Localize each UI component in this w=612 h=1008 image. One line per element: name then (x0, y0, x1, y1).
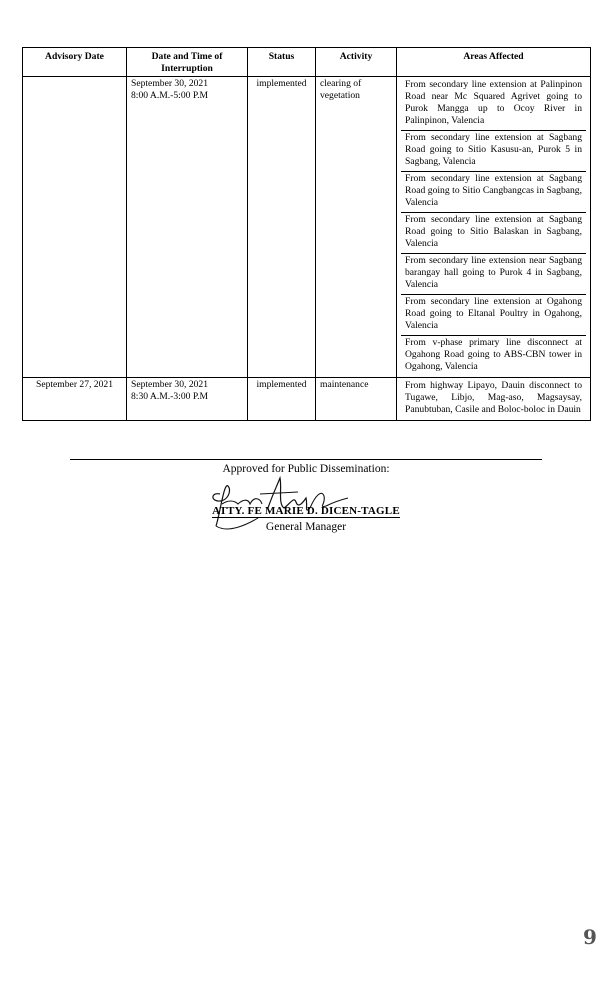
area-item: From secondary line extension at Sagbang Road going to Sitio Cangbangcas in Sagbang, Valencia (401, 171, 586, 212)
area-item: From secondary line extension at Ogahong Road going to Eltanal Poultry in Ogahong, Valencia (401, 294, 586, 335)
table-row (23, 378, 591, 421)
signatory-title: General Manager (265, 521, 347, 533)
status-cell: implemented (248, 378, 316, 421)
signatory-name-text: ATTY. FE MARIE D. DICEN-TAGLE (212, 505, 400, 517)
header-advisory-date: Advisory Date (23, 48, 127, 77)
activity-cell: maintenance (316, 378, 397, 421)
interruption-date: September 30, 2021 (131, 379, 209, 390)
status-cell: implemented (248, 77, 316, 378)
signature-divider (70, 459, 542, 460)
interruption-datetime-cell (127, 77, 248, 378)
interruption-datetime-cell (127, 378, 248, 421)
interruption-time: 8:00 A.M.-5:00 P.M (131, 90, 209, 101)
areas-affected-cell (397, 378, 591, 421)
advisory-date-cell (23, 77, 127, 378)
area-item: From secondary line extension at Sagbang Road going to Sitio Balaskan in Sagbang, Valencia (401, 212, 586, 253)
activity-cell: clearing of vegetation (316, 77, 397, 378)
header-status: Status (248, 48, 316, 77)
advisory-date-cell: September 27, 2021 (23, 378, 127, 421)
area-item: From highway Lipayo, Dauin disconnect to Tugawe, Libjo, Mag-aso, Magsaysay, Panubtuban, Casile and Boloc-boloc in Dauin (405, 380, 582, 415)
areas-affected-cell (397, 77, 591, 378)
header-date-time: Date and Time of Interruption (127, 48, 248, 77)
interruption-time: 8:30 A.M.-3:00 P.M (131, 391, 209, 402)
table-row (23, 77, 591, 378)
header-activity: Activity (316, 48, 397, 77)
approval-label: Approved for Public Dissemination: (222, 463, 390, 475)
area-item: From secondary line extension near Sagbang barangay hall going to Purok 4 in Sagbang, Valencia (401, 253, 586, 294)
area-item: From secondary line extension at Palinpinon Road near Mc Squared Agrivet going to Purok Mangga up to Ocoy River in Palinpinon, Valencia (405, 79, 582, 126)
header-areas-affected: Areas Affected (397, 48, 591, 77)
power-interruption-table (22, 47, 591, 421)
area-item: From v-phase primary line disconnect at Ogahong Road going to ABS-CBN tower in Ogahong, Valencia (401, 335, 586, 376)
signatory-name (0, 505, 612, 517)
table-header-row (23, 48, 591, 77)
interruption-date: September 30, 2021 (131, 78, 209, 89)
area-item: From secondary line extension at Sagbang Road going to Sitio Kasusu-an, Purok 5 in Sagbang, Valencia (401, 130, 586, 171)
page-number: 9 (583, 925, 597, 949)
